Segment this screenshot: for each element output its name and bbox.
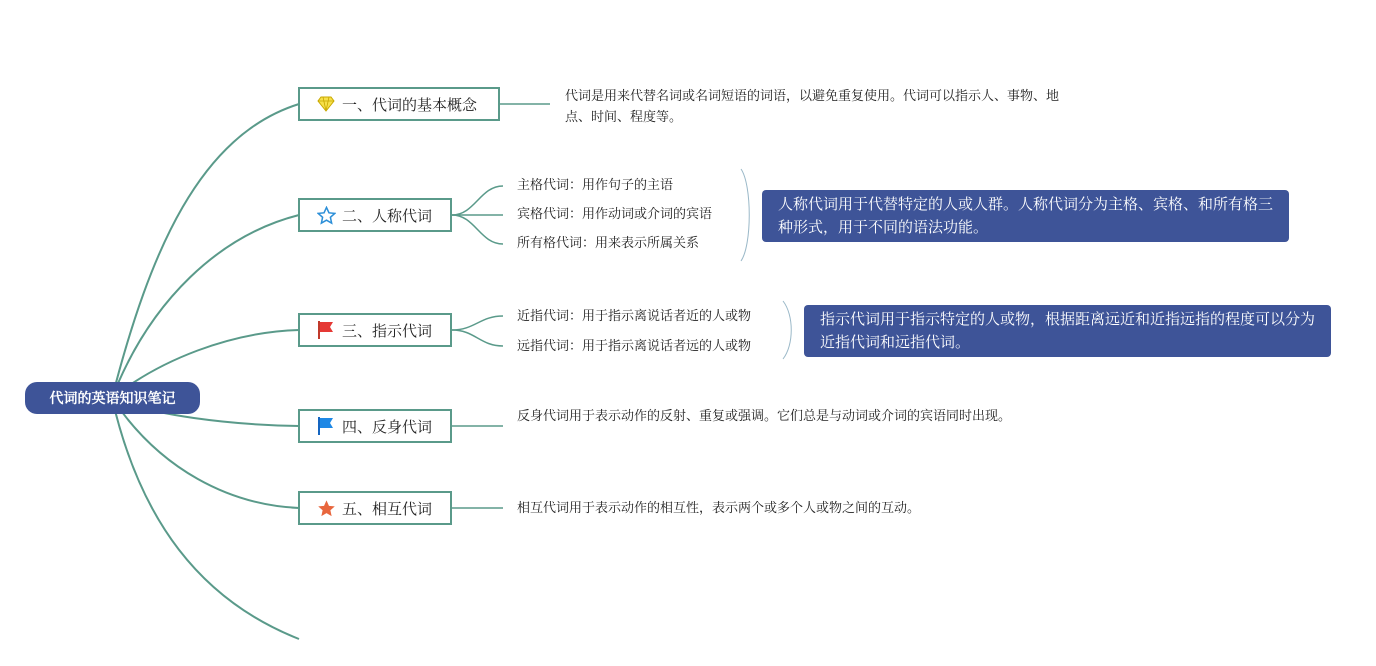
branch-2-summary[interactable]: 人称代词用于代替特定的人或人群。人称代词分为主格、宾格、和所有格三种形式，用于不同的语法功能。 — [762, 190, 1289, 242]
branch-1-note: 代词是用来代替名词或名词短语的词语，以避免重复使用。代词可以指示人、事物、地点、时间、程度等。 — [565, 89, 1060, 125]
branch-3-summary[interactable]: 指示代词用于指示特定的人或物，根据距离远近和近指远指的程度可以分为近指代词和远指代词。 — [804, 305, 1331, 357]
branch-5-topic[interactable]: 五、相互代词 — [298, 491, 452, 525]
branch-2-sub-1[interactable]: 主格代词：用作句子的主语 — [517, 178, 674, 193]
branch-2-topic[interactable]: 二、人称代词 — [298, 198, 452, 232]
root-topic[interactable]: 代词的英语知识笔记 — [25, 382, 200, 414]
bracket-branch-2 — [741, 169, 749, 261]
branch-3-sub-1[interactable]: 近指代词：用于指示离说话者近的人或物 — [517, 309, 752, 324]
branch-4-note: 反身代词用于表示动作的反射、重复或强调。它们总是与动词或介词的宾语同时出现。 — [517, 409, 1012, 424]
branch-3-sub-2[interactable]: 远指代词：用于指示离说话者远的人或物 — [517, 339, 752, 354]
branch-2-sub-2[interactable]: 宾格代词：用作动词或介词的宾语 — [517, 207, 713, 222]
branch-2-sub-3[interactable]: 所有格代词：用来表示所属关系 — [517, 236, 700, 251]
branch-4-topic[interactable]: 四、反身代词 — [298, 409, 452, 443]
connector-branch-2-sub-3 — [452, 215, 503, 244]
orange-star-icon — [316, 498, 336, 518]
connector-root-branch-5 — [112, 398, 299, 508]
connector-branch-2-sub-1 — [452, 186, 503, 215]
diamond-icon — [316, 94, 336, 114]
red-flag-icon — [316, 320, 336, 340]
star-outline-icon — [316, 205, 336, 225]
branch-3-topic[interactable]: 三、指示代词 — [298, 313, 452, 347]
connector-branch-3-sub-2 — [452, 330, 503, 346]
connector-root-branch-1 — [112, 104, 299, 398]
branch-1-topic[interactable]: 一、代词的基本概念 — [298, 87, 500, 121]
blue-flag-icon — [316, 416, 336, 436]
connector-branch-3-sub-1 — [452, 316, 503, 330]
branch-5-note: 相互代词用于表示动作的相互性，表示两个或多个人或物之间的互动。 — [517, 501, 921, 516]
bracket-branch-3 — [783, 301, 791, 359]
